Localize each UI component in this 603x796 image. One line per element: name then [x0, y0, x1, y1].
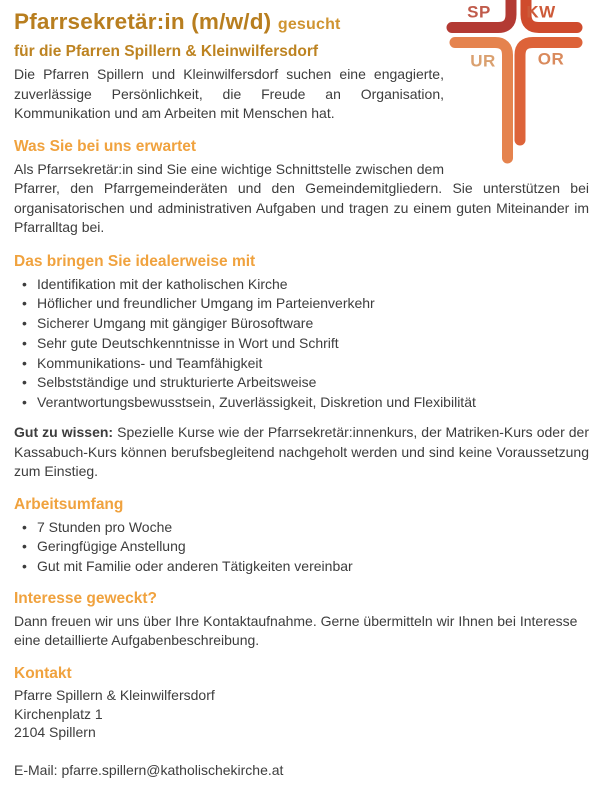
- cross-icon: [444, 0, 589, 166]
- email-line: [14, 761, 589, 780]
- workload-list: [14, 518, 589, 577]
- page-subtitle: für die Pfarren Spillern & Kleinwilfersdorf: [14, 43, 319, 60]
- logo-initials-ur: UR: [470, 51, 496, 71]
- page-title-text: Pfarrsekretär:in (m/w/d): [14, 9, 272, 34]
- good-to-know-paragraph: [14, 423, 589, 482]
- parish-cross-logo: [444, 0, 589, 166]
- list-item: • Verantwortungsbewusstsein, Zuverlässigkeit, Diskretion und Flexibilität: [14, 393, 589, 413]
- contact-line-street: Kirchenplatz 1: [14, 705, 103, 722]
- contact-block: [14, 686, 589, 742]
- list-item: • Gut mit Familie oder anderen Tätigkeiten vereinbar: [14, 557, 589, 577]
- section-heading-interest: Interesse geweckt?: [14, 589, 158, 607]
- list-item: • Höflicher und freundlicher Umgang im Parteienverkehr: [14, 294, 589, 314]
- list-item: • Sicherer Umgang mit gängiger Bürosoftware: [14, 314, 589, 334]
- list-item: • Selbstständige und strukturierte Arbeitsweise: [14, 373, 589, 393]
- section-heading-qualifications: Das bringen Sie idealerweise mit: [14, 252, 256, 270]
- good-to-know-text: Spezielle Kurse wie der Pfarrsekretär:innenkurs, der Matriken-Kurs oder der Kassabuch-Kurs können berufsbegleitend nachgeholt werden und sind keine Voraussetzung zum Einstieg.: [14, 424, 589, 480]
- logo-initials-or: OR: [537, 49, 565, 69]
- list-item: • 7 Stunden pro Woche: [14, 518, 589, 538]
- contact-line-name: Pfarre Spillern & Kleinwilfersdorf: [14, 686, 215, 703]
- qualifications-list: [14, 275, 589, 414]
- logo-initials-kw: KW: [526, 2, 556, 22]
- expectations-paragraph: Als Pfarrsekretär:in sind Sie eine wichtige Schnittstelle zwischen dem Pfarrer, den Pfarrgemeinderäten und den Gemeindemitgliedern. Sie unterstützen bei organisatorischen und administrativen Aufgaben und tragen zu einem guten Miteinander im Pfarralltag bei.: [14, 160, 589, 235]
- list-item: • Identifikation mit der katholischen Kirche: [14, 275, 589, 295]
- section-heading-expectations: Was Sie bei uns erwartet: [14, 137, 197, 155]
- interest-paragraph: Dann freuen wir uns über Ihre Kontaktaufnahme. Gerne übermitteln wir Ihnen bei Interesse eine detaillierte Aufgabenbeschreibung.: [14, 612, 578, 649]
- email-address: pfarre.spillern@katholischekirche.at: [61, 761, 284, 778]
- list-item: • Kommunikations- und Teamfähigkeit: [14, 354, 589, 374]
- list-item: • Sehr gute Deutschkenntnisse in Wort und Schrift: [14, 334, 589, 354]
- page-title-suffix: gesucht: [277, 16, 341, 33]
- list-item: • Geringfügige Anstellung: [14, 537, 589, 557]
- intro-paragraph: Die Pfarren Spillern und Kleinwilfersdorf suchen eine engagierte, zuverlässige Persönlichkeit, die Freude an Organisation, Kommunikation und am Arbeiten mit Menschen hat.: [14, 66, 444, 121]
- logo-initials-sp: SP: [467, 2, 491, 22]
- good-to-know-label: Gut zu wissen:: [14, 424, 114, 441]
- section-heading-contact: Kontakt: [14, 664, 72, 682]
- contact-line-city: 2104 Spillern: [14, 724, 96, 741]
- email-label: E-Mail:: [14, 761, 58, 778]
- section-heading-workload: Arbeitsumfang: [14, 495, 124, 513]
